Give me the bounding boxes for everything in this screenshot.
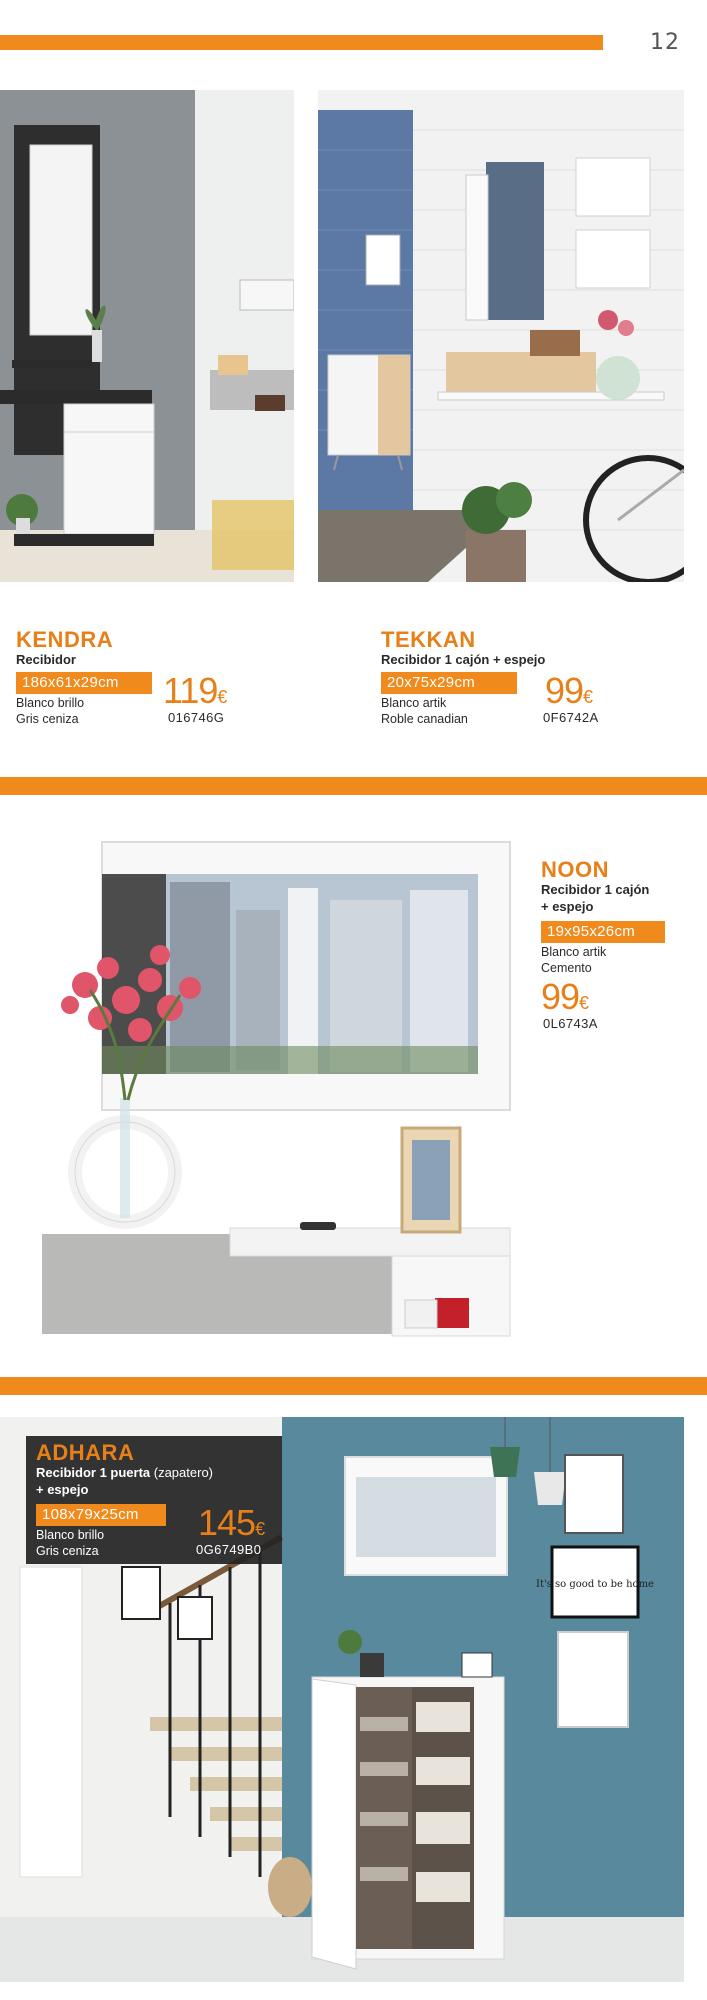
- kendra-dimensions: 186x61x29cm: [16, 672, 152, 694]
- adhara-finish-2: Gris ceniza: [36, 1544, 99, 1558]
- noon-price-currency: €: [579, 993, 590, 1013]
- noon-finish-1: Blanco artik: [541, 945, 607, 959]
- noon-name: NOON: [541, 857, 609, 882]
- kendra-ref: 016746G: [168, 710, 225, 725]
- adhara-price-value: 145: [198, 1502, 256, 1543]
- adhara-name: ADHARA: [36, 1440, 135, 1465]
- noon-subtitle-1: Recibidor 1 cajón: [541, 882, 650, 897]
- noon-ref: 0L6743A: [543, 1016, 598, 1031]
- tekkan-price-currency: €: [583, 687, 594, 707]
- kendra-price-value: 119: [163, 670, 218, 711]
- adhara-subtitle-light: (zapatero): [150, 1465, 214, 1480]
- noon-finish-2: Cemento: [541, 961, 592, 975]
- hallway-cabinet-photo-icon: [0, 90, 294, 582]
- adhara-dimensions: 108x79x25cm: [36, 1504, 166, 1526]
- noon-price-value: 99: [541, 976, 580, 1017]
- header-bar: [0, 35, 603, 50]
- kendra-price-currency: €: [217, 687, 228, 707]
- tekkan-photo: [318, 90, 684, 582]
- kendra-finish-1: Blanco brillo: [16, 696, 85, 710]
- noon-photo: [30, 830, 520, 1370]
- tekkan-ref: 0F6742A: [543, 710, 599, 725]
- brick-wall-shelf-photo-icon: [318, 90, 684, 582]
- adhara-price-currency: €: [255, 1519, 266, 1539]
- adhara-subtitle-1: [36, 1464, 213, 1481]
- adhara-subtitle-bold: Recibidor 1 puerta: [36, 1465, 151, 1480]
- kendra-subtitle: Recibidor: [16, 652, 76, 667]
- page-number: 12: [650, 30, 680, 55]
- section-divider: [0, 1377, 707, 1395]
- noon-subtitle-2: + espejo: [541, 899, 594, 914]
- floating-shelf-mirror-photo-icon: [30, 830, 520, 1370]
- adhara-finish-1: Blanco brillo: [36, 1528, 105, 1542]
- tekkan-subtitle: Recibidor 1 cajón + espejo: [381, 652, 546, 667]
- section-divider: [0, 777, 707, 795]
- tekkan-finish-2: Roble canadian: [381, 712, 468, 726]
- adhara-ref: 0G6749B0: [196, 1542, 262, 1557]
- adhara-subtitle-2: + espejo: [36, 1482, 89, 1497]
- tekkan-name: TEKKAN: [381, 627, 476, 652]
- tekkan-price-value: 99: [545, 670, 584, 711]
- tekkan-finish-1: Blanco artik: [381, 696, 447, 710]
- noon-dimensions: 19x95x26cm: [541, 921, 665, 943]
- tekkan-dimensions: 20x75x29cm: [381, 672, 517, 694]
- kendra-finish-2: Gris ceniza: [16, 712, 79, 726]
- kendra-name: KENDRA: [16, 627, 114, 652]
- home-frame-text: It's so good to be home: [536, 1579, 654, 1590]
- kendra-photo: [0, 90, 294, 582]
